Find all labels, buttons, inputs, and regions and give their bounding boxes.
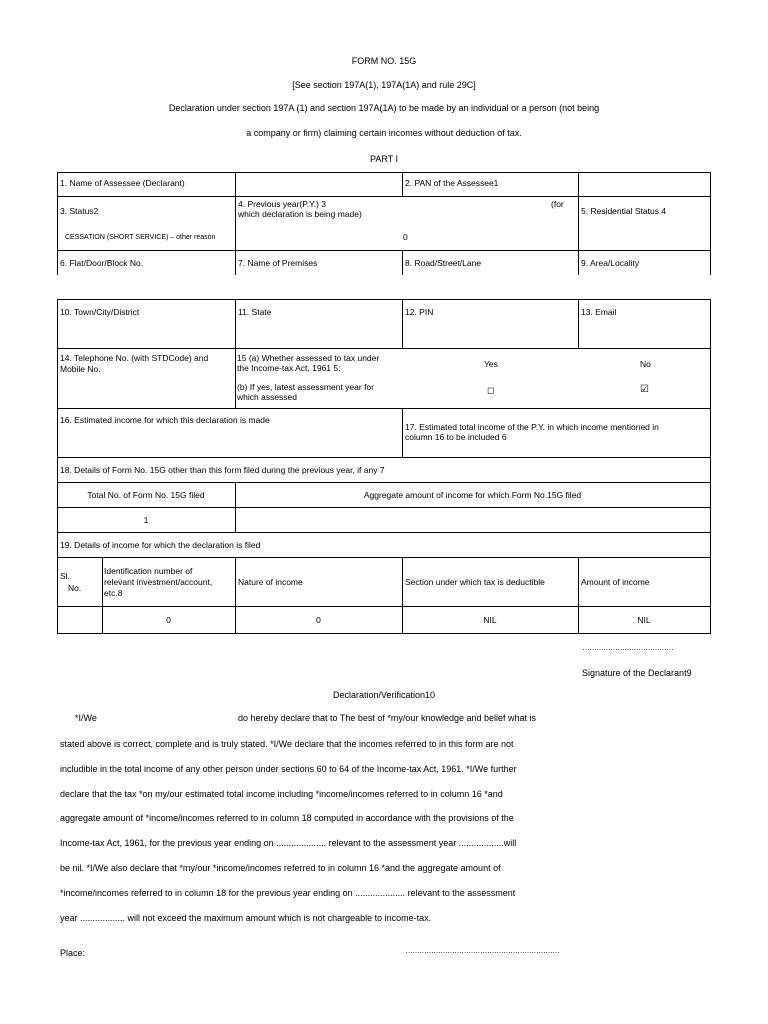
- col-sl: Sl.: [60, 571, 70, 581]
- name-label: 1. Name of Assessee (Declarant): [60, 178, 185, 188]
- assessed-question-a: 15 (a) Whether assessed to tax under: [237, 353, 380, 363]
- verification-line-8: *income/incomes referred to in column 18 for the previous year ending on .................... relevant to the assessment: [60, 888, 516, 898]
- mobile-label: Mobile No.: [60, 364, 101, 374]
- verification-line-3: includible in the total income of any other person under sections 60 to 64 of the Income-tax Act, 1961. *I/We further: [60, 764, 517, 774]
- col-section: Section under which tax is deductible: [405, 577, 545, 587]
- no-label: No: [640, 359, 651, 369]
- row-section: NIL: [483, 615, 497, 625]
- estimated-total-income-label-cont: column 16 to be included 6: [405, 432, 507, 442]
- status-value: CESSATION (SHORT SERVICE) – other reason: [65, 234, 216, 241]
- verification-line-1a: *I/We: [75, 713, 97, 723]
- flat-label: 6. Flat/Door/Block No.: [60, 258, 144, 268]
- row-nature: 0: [316, 615, 321, 625]
- section-reference: [See section 197A(1), 197A(1A) and rule 29C]: [292, 80, 476, 90]
- col-identification-cont2: etc.8: [104, 588, 123, 598]
- residential-status-label: 5. Residential Status 4: [581, 206, 667, 216]
- signature-label: Signature of the Declarant9: [582, 668, 692, 678]
- signature-line: …………………………………: [582, 643, 673, 652]
- assessed-question-a-cont: the Income-tax Act, 1961 5:: [237, 363, 341, 373]
- verification-line-4: declare that the tax *on my/our estimated total income including *income/incomes referred to in column 16 *and: [60, 789, 503, 799]
- assessed-question-b-cont: which assessed: [237, 392, 298, 402]
- col-amount: Amount of income: [581, 577, 650, 587]
- verification-line-9: year .................. will not exceed the maximum amount which is not chargeable to income-tax.: [60, 913, 432, 923]
- total-15g-value: 1: [143, 515, 149, 525]
- state-label: 11. State: [238, 307, 272, 317]
- no-checkbox[interactable]: ☑: [640, 384, 649, 395]
- previous-year-value: 0: [403, 232, 408, 242]
- form15g-details-label: 18. Details of Form No. 15G other than this form filed during the previous year, if any 7: [60, 465, 385, 475]
- col-sl-no: No.: [68, 583, 82, 593]
- verification-line-1b: do hereby declare that to The best of *my/our knowledge and belief what is: [238, 713, 537, 723]
- estimated-total-income-label: 17. Estimated total income of the P.Y. in which income mentioned in: [405, 422, 659, 432]
- row-identification: 0: [166, 615, 171, 625]
- form-title: FORM NO. 15G: [351, 56, 417, 66]
- verification-line-2: stated above is correct, complete and is truly stated. *I/We declare that the incomes referred to in this form are not: [60, 739, 514, 749]
- total-15g-header: Total No. of Form No. 15G filed: [87, 490, 205, 500]
- area-label: 9. Area/Locality: [581, 258, 640, 268]
- pan-label: 2. PAN of the Assessee1: [405, 178, 499, 188]
- town-label: 10. Town/City/District: [60, 307, 140, 317]
- pin-label: 12. PIN: [405, 307, 434, 317]
- premises-label: 7. Name of Premises: [238, 258, 318, 268]
- email-label: 13. Email: [581, 307, 617, 317]
- verification-line-5: aggregate amount of *income/incomes referred to in column 18 computed in accordance with the provisions of the: [60, 813, 514, 823]
- col-nature: Nature of income: [238, 577, 303, 587]
- declaration-heading-line1: Declaration under section 197A (1) and section 197A(1A) to be made by an individual or a person (not being: [168, 103, 600, 113]
- col-identification: Identification number of: [104, 566, 193, 576]
- estimated-income-label: 16. Estimated income for which this declaration is made: [60, 415, 270, 425]
- col-identification-cont: relevant investment/account,: [104, 577, 213, 587]
- status-label: 3. Status2: [60, 206, 99, 216]
- telephone-label: 14. Telephone No. (with STDCode) and: [60, 353, 209, 363]
- place-label: Place:: [60, 948, 86, 958]
- declaration-heading-line2: a company or firm) claiming certain incomes without deduction of tax.: [246, 128, 522, 138]
- income-details-label: 19. Details of income for which the declaration is filed: [60, 540, 261, 550]
- place-line: …………………………………………………………: [405, 946, 559, 955]
- yes-label: Yes: [484, 359, 498, 369]
- assessed-question-b: (b) If yes, latest assessment year for: [237, 382, 374, 392]
- road-label: 8. Road/Street/Lane: [405, 258, 482, 268]
- verification-line-7: be nil. *I/We also declare that *my/our *income/incomes referred to in column 16 *and the aggregate amount of: [60, 863, 501, 873]
- verification-title: Declaration/Verification10: [332, 690, 436, 700]
- verification-line-6: Income-tax Act, 1961, for the previous year ending on .................... relevant to the assessment year ..................will: [60, 838, 517, 848]
- yes-checkbox[interactable]: ◻: [487, 385, 495, 395]
- previous-year-label: 4. Previous year(P.Y.) 3: [238, 199, 327, 209]
- part-heading: PART I: [369, 154, 398, 164]
- previous-year-for: (for: [551, 199, 564, 209]
- row-amount: NIL: [637, 615, 651, 625]
- aggregate-header: Aggregate amount of income for which Form No.15G filed: [363, 490, 582, 500]
- previous-year-label-cont: which declaration is being made): [238, 209, 362, 219]
